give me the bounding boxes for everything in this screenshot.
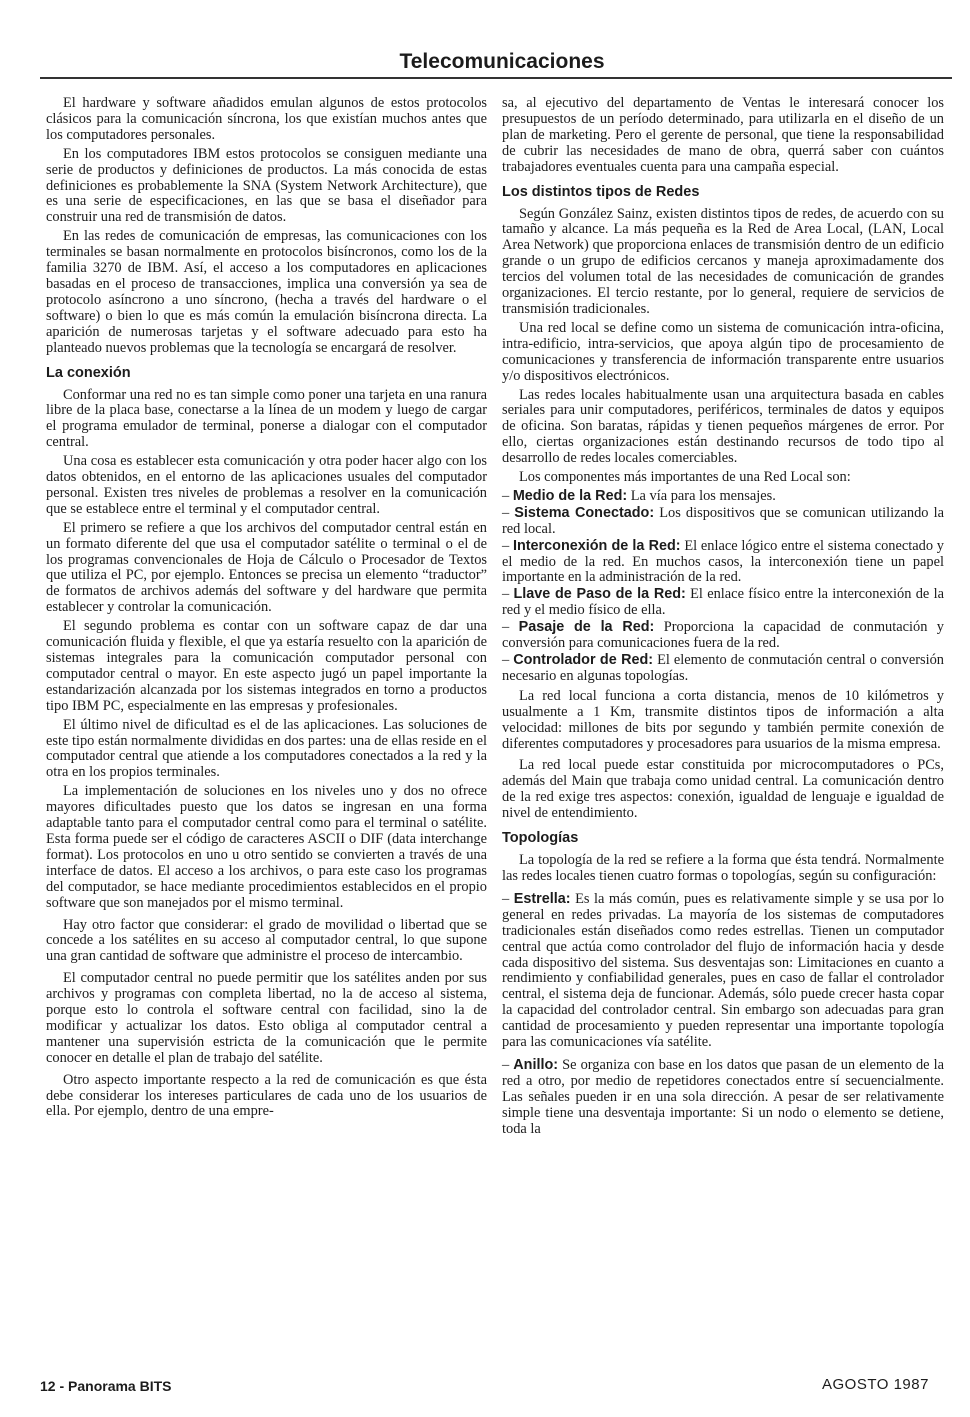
paragraph: Otro aspecto importante respecto a la red de comunicación es que ésta debe considerar los intereses particulares de cada uno de los usuarios de ella. Por ejemplo, dentro de una empre- — [46, 1071, 487, 1120]
paragraph: Una red local se define como un sistema de comunicación intra-oficina, intra-edificio, intra-servicios, que apoya algún tipo de procesamiento de comunicaciones y transferencia de información transparente entre usuarios y/o dispositivos electrónicos. — [502, 319, 944, 384]
paragraph: La implementación de soluciones en los niveles uno y dos no ofrece mayores dificultades puesto que los datos se ingresan en una forma adaptable tanto para el computador central como para el terminal o satélite. Esta forma puede ser el código de caracteres ASCII o DIF (data interchange format). Los protocolos en uno u otro sentido se convierten a través de una interface de datos. El acceso a los archivos, o para este caso los programas del computador, se hace mediante procedimientos establecidos en el propio software que son manejados por el mismo terminal. — [46, 783, 487, 911]
paragraph: Según González Sainz, existen distintos tipos de redes, de acuerdo con su tamaño y alcance. La más pequeña es la Red de Area Local, (LAN, Local Area Network) que proporciona enlaces de transmisión dentro de un edificio grande o un grupo de edificios cercanos y maneja aproximadamente dos tercios del volumen total de las necesidades de comunicación de grandes organizaciones. El tercio restante, por lo general, requiere de servicios de transmisión tradicionales. — [502, 205, 944, 317]
paragraph: En los computadores IBM estos protocolos se consiguen mediante una serie de productos y definiciones de productos. La más conocida de estas definiciones es probablemente la SNA (System Network Architecture), que es una serie de especificaciones, en las que se basa el diseñador para construir una red de transmisión de datos. — [46, 145, 487, 226]
paragraph: En las redes de comunicación de empresas, las comunicaciones con los terminales se basan normalmente en protocolos bisíncronos, como los de la familia 3270 de IBM. Así, el acceso a los computadores en aplicaciones basadas en el proceso de transacciones, implica una conversión ya sea de protocolo asíncrono a uno síncrono, (hecha a través del hardware o el software) o bien lo que es más común la emulación bisíncrona directa. La aparición de numerosas tarjetas y el software adecuado para esto ha planteado nuevos problemas que la tecnología se encargará de resolver. — [46, 228, 487, 356]
paragraph: El computador central no puede permitir que los satélites anden por sus archivos y programas con completa libertad, no la de acceso al sistema, porque esto lo controla el software central con facilidad, sino la de modificar y actualizar los datos. Esto obliga al computador central a mantener una supervisión estricta de la comunicación que le permite conocer en detalle el plan de trabajo del satélite. — [46, 970, 487, 1066]
paragraph: Una cosa es establecer esta comunicación y otra poder hacer algo con los datos obtenidos, en el entorno de las aplicaciones usuales del computador personal. Existen tres niveles de problemas a resolver en la comunicación que se establece entre el terminal y el computador central. — [46, 453, 487, 517]
paragraph: El hardware y software añadidos emulan algunos de estos protocolos clásicos para la comunicación síncrona, los que existían muchos antes que los computadores personales. — [46, 95, 487, 143]
header-rule — [40, 77, 952, 79]
list-item-topology: – Estrella: Es la más común, pues es relativamente simple y se usa por lo general en redes privadas. La mayoría de los sistemas de computadores tradicionales están diseñados como redes estrellas. Tienen un computador central que actúa como controlador del flujo de información hacia y desde cada dispositivo del sistema. Sus desventajas son: Limitaciones en cuanto a rendimiento y confiabilidad generales, pues en caso de fallar el controlador central, el sistema deja de funcionar. Además, sólo puede crecer hasta copar la capacidad del controlador central. Sin embargo son adecuadas para gran cantidad de procesamiento y pueden representar una importante topología para las comunicaciones vía satélite. — [502, 890, 944, 1051]
right-column — [502, 96, 944, 1138]
paragraph: Conformar una red no es tan simple como poner una tarjeta en una ranura libre de la placa base, conectarse a la línea de un modem y luego de cargar el programa emulador de terminal, ponerse a dialogar con el computador central. — [46, 386, 487, 451]
paragraph: El segundo problema es contar con un software capaz de dar una comunicación fluida y flexible, el que ya estaría resuelto con la aparición de sistemas integrales para la comunicación computador personal con computador central o mayor. En este aspecto jugó un papel importante la estandarización alcanzada por los sistemas integrados en torno a productos tipo IBM PC, especialmente en las empresas y profesionales. — [46, 618, 487, 714]
page-section-title: Telecomunicaciones — [399, 50, 605, 73]
list-item-component: – Medio de la Red: La vía para los mensajes. — [502, 487, 776, 504]
left-column — [46, 96, 487, 1123]
section-heading-tipos-de-redes: Los distintos tipos de Redes — [502, 183, 700, 200]
paragraph: La red local funciona a corta distancia, menos de 10 kilómetros y usualmente a 1 Km, transmite distintos tipos de información a alta velocidad: millones de bits por segundo y también permite conexión de diferentes computadores y procesadores para usuarios de la misma empresa. — [502, 687, 944, 752]
paragraph: Las redes locales habitualmente usan una arquitectura basada en cables seriales para unir computadores, periféricos, terminales de datos y equipos de oficina. Son baratas, rápidas y tienen pequeños márgenes de error. Por ello, ciertas organizaciones están destinando recursos de todo tipo al desarrollo de redes locales comerciables. — [502, 386, 944, 467]
section-heading-conexion: La conexión — [46, 364, 131, 381]
footer-page-number: 12 - Panorama BITS — [40, 1378, 172, 1394]
list-item-component: – Controlador de Red: El elemento de conmutación central o conversión necesario en algunas topologías. — [502, 652, 944, 684]
list-item-topology: – Anillo: Se organiza con base en los datos que pasan de un elemento de la red a otro, por medio de repetidores conectados entre sí secuencialmente. Las señales pueden ir en una sola dirección. A pesar de ser relativamente simple tiene una desventaja importante: Si un nodo o elemento se detiene, toda la — [502, 1056, 944, 1137]
list-item-component: – Llave de Paso de la Red: El enlace físico entre la interconexión de la red y el medio físico de ella. — [502, 586, 944, 619]
list-item-component: – Sistema Conectado: Los dispositivos que se comunican utilizando la red local. — [502, 504, 944, 537]
paragraph: El primero se refiere a que los archivos del computador central están en un formato diferente del que usa el computador satélite o terminal o el de los programas convencionales de Hoja de Cálculo o Procesador de Textos que utiliza el PC, por ejemplo. Entonces se precisa un elemento “traductor” de formatos de archivos además del software y del hardware que permita establecer y controlar la comunicación. — [46, 519, 487, 616]
list-item-component: – Interconexión de la Red: El enlace lógico entre el sistema conectado y el medio de la red. En muchos casos, la interconexión tiene un papel importante en la administración de la red. — [502, 537, 944, 586]
paragraph: La topología de la red se refiere a la forma que ésta tendrá. Normalmente las redes locales tienen cuatro formas o topologías, según su configuración: — [502, 852, 944, 884]
paragraph: El último nivel de dificultad es el de las aplicaciones. Las soluciones de este tipo están normalmente divididas en dos partes: una de ellas reside en el computador central que atiende a los computadores conectados a la red y la otra en los propios terminales. — [46, 716, 487, 781]
footer-date: AGOSTO 1987 — [822, 1376, 929, 1393]
paragraph: sa, al ejecutivo del departamento de Ventas le interesará conocer los presupuestos de un período determinado, para utilizarla en el diseño de un plan de marketing. Pero el gerente de personal, que tiene la responsabilidad de cubrir las necesidades de mano de obra, querrá saber con cuántos trabajadores eventuales cuenta para una campaña especial. — [502, 95, 944, 175]
section-heading-topologias: Topologías — [502, 830, 579, 847]
paragraph: La red local puede estar constituida por microcomputadores o PCs, además del Main que trabaja como unidad central. La comunicación dentro de la red exige tres aspectos: conexión, igualdad de lenguaje e igualdad de nivel de entendimiento. — [502, 757, 944, 822]
paragraph: Hay otro factor que considerar: el grado de movilidad o libertad que se concede a los satélites en su acceso al computador central, lo que supone una gran cantidad de software que administre el proceso de intercambio. — [46, 916, 487, 965]
list-item-component: – Pasaje de la Red: Proporciona la capacidad de conmutación y conversión para comunicaciones fuera de la red. — [502, 619, 944, 652]
paragraph: Los componentes más importantes de una Red Local son: — [519, 469, 851, 486]
